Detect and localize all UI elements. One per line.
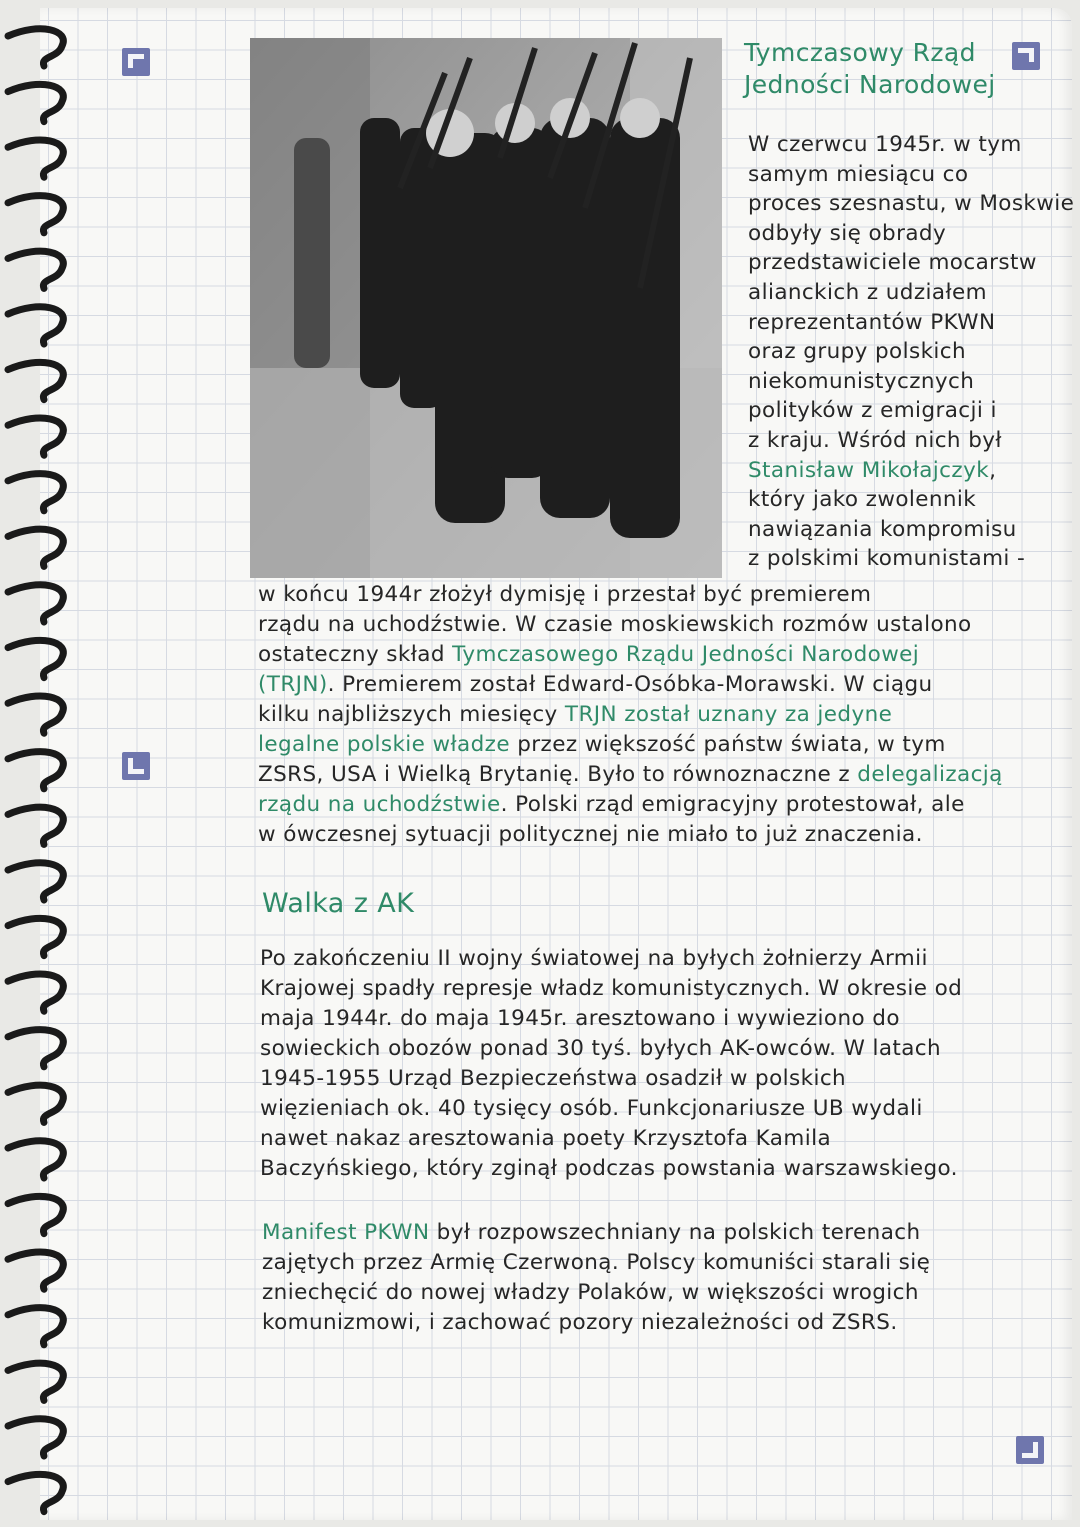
spiral-coil	[8, 251, 63, 288]
text: Baczyńskiego, który zginął podczas powstania warszawskiego.	[260, 1156, 958, 1181]
spiral-binding	[0, 0, 90, 1527]
spiral-coil	[8, 1030, 63, 1067]
spiral-coil	[8, 807, 63, 844]
section-title-line: Jedności Narodowej	[744, 70, 996, 99]
side-column-line	[748, 250, 1037, 275]
paragraph3-line	[262, 1310, 898, 1335]
text: sowieckich obozów ponad 30 tyś. byłych AK-owców. W latach	[260, 1036, 942, 1061]
corner-marker-top-left	[122, 48, 150, 76]
side-column-line	[748, 280, 987, 305]
spiral-coil	[8, 1252, 63, 1289]
highlighted-text: Tymczasowego Rządu Jedności Narodowej	[452, 642, 920, 667]
text: ZSRS, USA i Wielką Brytanię. Było to równoznaczne z	[258, 762, 858, 787]
paragraph3-line	[262, 1250, 930, 1275]
corner-marker-top-right	[1012, 42, 1040, 70]
paragraph1-line	[258, 642, 919, 667]
text: . Polski rząd emigracyjny protestował, ale	[500, 792, 965, 817]
paragraph2-line	[260, 1036, 941, 1061]
spiral-coil	[8, 362, 63, 399]
paragraph1-line	[258, 582, 871, 607]
text: nawiązania kompromisu	[748, 516, 1017, 542]
spiral-coil	[8, 1085, 63, 1122]
highlighted-text: rządu na uchodźstwie	[258, 792, 501, 817]
paragraph1-line	[258, 792, 965, 817]
highlighted-text: Manifest PKWN	[262, 1220, 430, 1245]
side-column-line	[748, 221, 946, 246]
corner-marker-bottom-right	[1016, 1436, 1044, 1464]
side-column-line	[748, 458, 996, 483]
text: przez większość państw świata, w tym	[509, 732, 946, 757]
highlighted-text: Stanisław Mikołajczyk	[748, 457, 990, 483]
highlighted-text: legalne polskie władze	[258, 732, 510, 757]
spiral-coil	[8, 918, 63, 955]
paragraph1-line	[258, 762, 1003, 787]
text: nawet nakaz aresztowania poety Krzysztofa Kamila	[260, 1126, 832, 1151]
text: z kraju. Wśród nich był	[748, 428, 1002, 453]
spiral-coil	[8, 1141, 63, 1178]
historical-photo-soldiers	[250, 38, 722, 578]
spiral-coil	[8, 696, 63, 733]
paragraph2-line	[260, 1156, 958, 1181]
side-column-line	[748, 132, 1022, 157]
text: oraz grupy polskich	[748, 339, 967, 365]
text: polityków z emigracji i	[748, 398, 997, 424]
paragraph2-line	[260, 1006, 900, 1031]
spiral-coil	[8, 84, 63, 121]
spiral-coil	[8, 585, 63, 622]
paragraph1-line	[258, 822, 923, 847]
text: . Premierem został Edward-Osóbka-Morawski. W ciągu	[327, 672, 933, 697]
text: był rozpowszechniany na polskich terenach	[429, 1220, 921, 1245]
section-heading-walka-z-ak: Walka z AK	[262, 888, 415, 919]
paragraph1-line	[258, 702, 892, 727]
spiral-coil	[8, 307, 63, 344]
paragraph2-line	[260, 1096, 923, 1121]
paragraph1-line	[258, 672, 933, 697]
text: Po zakończeniu II wojny światowej na byłych żołnierzy Armii	[260, 946, 928, 971]
text: proces szesnastu, w Moskwie	[748, 191, 1075, 217]
paragraph2-line	[260, 1126, 831, 1151]
highlighted-text: delegalizacją	[857, 762, 1003, 787]
text: kilku najbliższych miesięcy	[258, 702, 565, 727]
side-column-line	[748, 428, 1002, 453]
text: 1945-1955 Urząd Bezpieczeństwa osadził w polskich	[260, 1066, 847, 1091]
paragraph2-line	[260, 976, 962, 1001]
paragraph1-line	[258, 732, 946, 757]
paragraph2-line	[260, 946, 928, 971]
text: odbyły się obrady	[748, 220, 947, 246]
side-column-line	[748, 517, 1017, 542]
text: W czerwcu 1945r. w tym	[748, 132, 1022, 157]
text: który jako zwolennik	[748, 487, 977, 513]
corner-marker-bottom-left	[122, 752, 150, 780]
text: więzieniach ok. 40 tysięcy osób. Funkcjonariusze UB wydali	[260, 1096, 923, 1121]
text: niekomunistycznych	[748, 368, 975, 394]
text: ,	[989, 457, 997, 483]
text: reprezentantów PKWN	[748, 309, 996, 335]
spiral-coil	[8, 752, 63, 789]
highlighted-text: TRJN został uznany za jedyne	[564, 702, 893, 727]
text: ostateczny skład	[258, 642, 453, 667]
text: w końcu 1944r złożył dymisję i przestał być premierem	[258, 582, 872, 607]
spiral-coil	[8, 1308, 63, 1345]
paragraph3-line	[262, 1280, 919, 1305]
text: maja 1944r. do maja 1945r. aresztowano i wywieziono do	[260, 1006, 900, 1031]
side-column-line	[748, 310, 995, 335]
side-column-line	[748, 339, 966, 364]
spiral-coil	[8, 1196, 63, 1233]
spiral-coil	[8, 29, 63, 66]
paragraph1-line	[258, 612, 972, 637]
spiral-coil	[8, 1474, 63, 1511]
text: z polskimi komunistami -	[748, 546, 1026, 572]
side-column-line	[748, 546, 1025, 571]
highlighted-text: (TRJN)	[258, 672, 328, 697]
side-column-line	[748, 369, 974, 394]
spiral-coil	[8, 1363, 63, 1400]
text: w ówczesnej sytuacji politycznej nie miało to już znaczenia.	[258, 822, 923, 847]
section-title-line: Tymczasowy Rząd	[744, 38, 976, 67]
text: zniechęcić do nowej władzy Polaków, w większości wrogich	[262, 1280, 919, 1305]
spiral-coil	[8, 640, 63, 677]
side-column-line	[748, 191, 1074, 216]
spiral-coil	[8, 140, 63, 177]
spiral-coil	[8, 863, 63, 900]
paragraph3-line	[262, 1220, 921, 1245]
paragraph2-line	[260, 1066, 846, 1091]
text: przedstawiciele mocarstw	[748, 250, 1037, 276]
spiral-coil	[8, 529, 63, 566]
spiral-coil	[8, 196, 63, 233]
text: Krajowej spadły represje władz komunistycznych. W okresie od	[260, 976, 963, 1001]
spiral-coil	[8, 974, 63, 1011]
spiral-coil	[8, 1419, 63, 1456]
text: zajętych przez Armię Czerwoną. Polscy komuniści starali się	[262, 1250, 931, 1275]
spiral-coil	[8, 474, 63, 511]
text: rządu na uchodźstwie. W czasie moskiewskich rozmów ustalono	[258, 612, 972, 637]
side-column-line	[748, 398, 997, 423]
spiral-coil	[8, 418, 63, 455]
side-column-line	[748, 487, 976, 512]
side-column-line	[748, 162, 968, 187]
text: komunizmowi, i zachować pozory niezależności od ZSRS.	[262, 1310, 898, 1335]
text: samym miesiącu co	[748, 161, 969, 187]
text: alianckich z udziałem	[748, 280, 987, 305]
